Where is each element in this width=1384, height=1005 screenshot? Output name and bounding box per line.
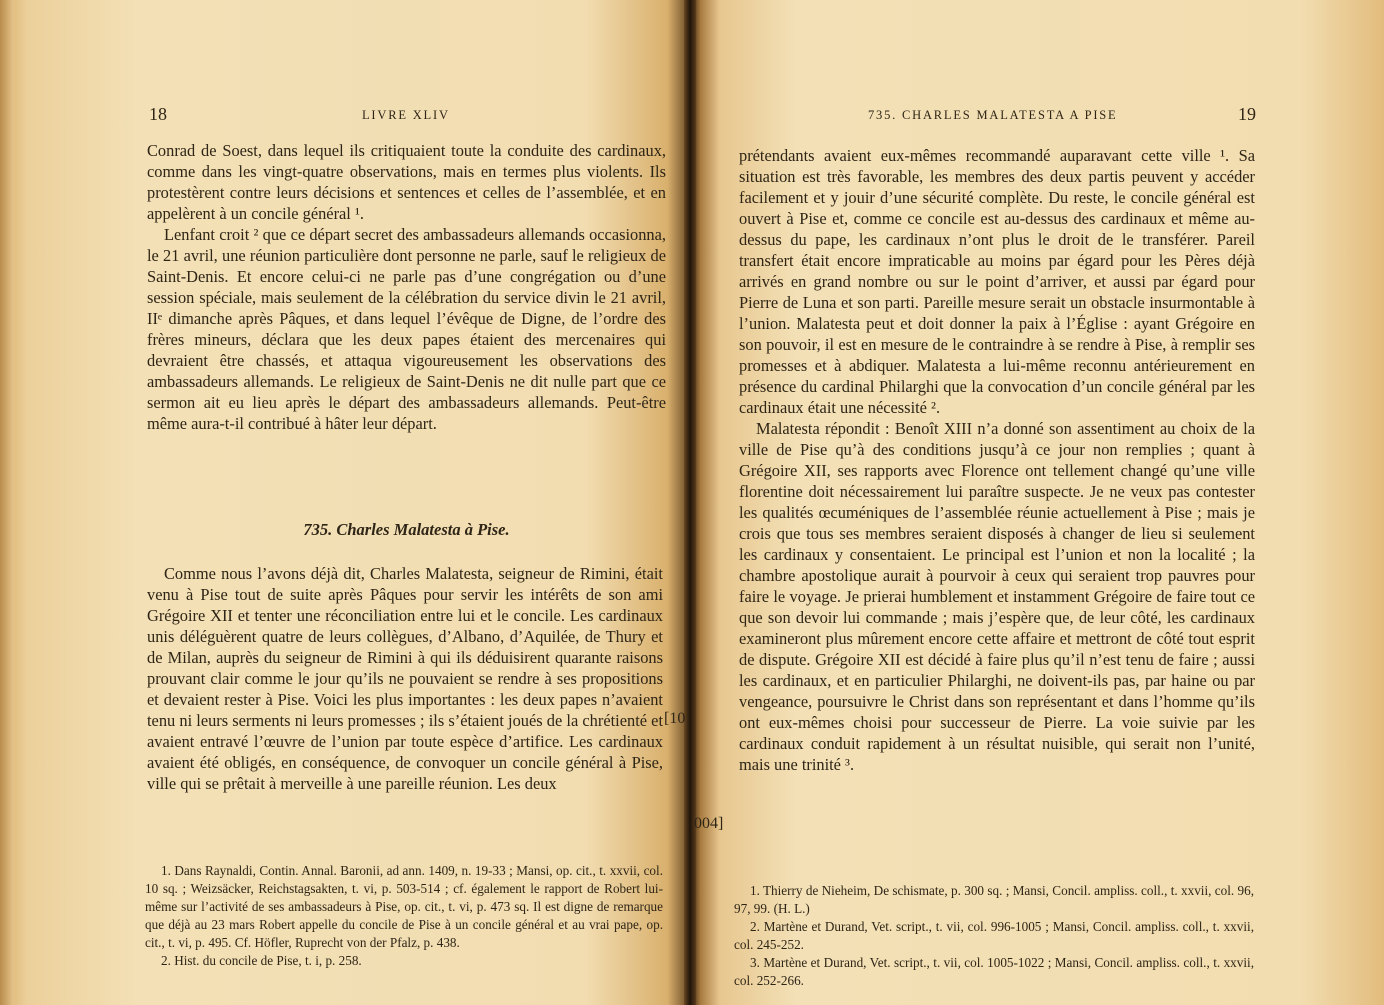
- right-body: [739, 145, 1255, 775]
- right-page-number: 19: [1238, 104, 1256, 124]
- left-body-bottom: [147, 563, 663, 794]
- left-body-top: [147, 140, 666, 434]
- left-footnotes: [145, 862, 663, 970]
- footnote: 1. Dans Raynaldi, Contin. Annal. Baronii, ad ann. 1409, n. 19-33 ; Mansi, op. cit., t. xxvii, col. 10 sq. ; Weizsäcker, Reichstagsakten, t. vi, p. 503-514 ; cf. également le rapport de Robert lui-même sur l’activité de ses ambassadeurs à Pise, op. cit., t. vi, p. 473 sq. Il est digne de remarque que déjà au 23 mars Robert appelle du concile de Pise à un concile général et au vrai pape, op. cit., t. vi, p. 495. Cf. Höfler, Ruprecht von der Pfalz, p. 438.: [145, 863, 663, 950]
- section-title: 735. Charles Malatesta à Pise.: [303, 520, 510, 539]
- footnote: 3. Martène et Durand, Vet. script., t. vii, col. 1005-1022 ; Mansi, Concil. ampliss. coll., t. xxvii, col. 252-266.: [734, 955, 1254, 988]
- paragraph: Lenfant croit ² que ce départ secret des ambassadeurs allemands occasionna, le 21 avril, une réunion particulière dont personne ne parle, sauf le religieux de Saint-Denis. Et encore celui-ci ne parle pas d’une congrégation ou d’une session spéciale, mais seulement de la célébration du service divin le 21 avril, IIᵉ dimanche après Pâques, et dans lequel l’évêque de Digne, de l’ordre des frères mineurs, déclara que les deux papes étaient des mercenaires qui devraient être chassés, et attaqua vigoureusement les observations des ambassadeurs allemands. Le religieux de Saint-Denis ne dit nulle part que ce sermon ait eu lieu après le départ des ambassadeurs allemands. Peut-être même aura-t-il contribué à hâter leur départ.: [147, 225, 666, 433]
- paragraph: Comme nous l’avons déjà dit, Charles Malatesta, seigneur de Rimini, était venu à Pise tout de suite après Pâques pour servir les intérêts de son ami Grégoire XII et tenter une réconciliation entre lui et le concile. Les cardinaux unis déléguèrent quatre de leurs collègues, d’Albano, d’Aquilée, de Thury et de Milan, auprès du seigneur de Rimini à qui ils déduisirent quarante raisons prouvant clair comme le jour qu’ils ne pouvaient se rendre à ses propositions et devaient rester à Pise. Voici les plus importantes : les deux papes n’avaient tenu ni leurs serments ni leurs promesses ; ils s’étaient joués de la chrétienté et avaient entravé l’œuvre de l’union par toute espèce d’artifice. Les cardinaux avaient été obligés, en conséquence, de convoquer un concile général à Pise, ville qui se prêtait à merveille à une pareille réunion. Les deux: [147, 564, 663, 793]
- book-gutter: [684, 0, 696, 1005]
- page-edge: [0, 0, 14, 1005]
- left-running-head: LIVRE XLIV: [362, 108, 450, 122]
- margin-reference: [10: [664, 710, 686, 727]
- right-footnotes: [734, 882, 1254, 990]
- paragraph: Malatesta répondit : Benoît XIII n’a donné son assentiment au choix de la ville de Pise qu’à des conditions jusqu’à ce jour non remplies ; quant à Grégoire XII, ses rapports avec Florence ont tellement changé qu’une ville florentine doit nécessairement lui paraître suspecte. Je ne veux pas contester les qualités œcuméniques de l’assemblée réunie actuellement à Pise ; mais je crois que tous ses membres seraient disposés à changer de lieu si seulement les cardinaux y consentaient. Le principal est l’union et non la localité ; la chambre apostolique aurait à pourvoir à ceux qui seraient trop pauvres pour faire le voyage. Je prierai humblement et instamment Grégoire de faire tout ce que son devoir lui commande ; mais j’espère que, de leur côté, les cardinaux examineront plus mûrement encore cette affaire et mettront de côté tout esprit de dispute. Grégoire XII est décidé à faire plus qu’il n’est tenu de faire ; aussi les cardinaux, et en particulier Philarghi, ne doivent-ils pas, par haine ou par vengeance, poursuivre le Christ dans son représentant et dans l’homme qu’ils ont eux-mêmes choisi pour successeur de Pierre. La voie suivie par les cardinaux conduit rapidement à un résultat nuisible, qui serait non l’unité, mais une trinité ³.: [739, 419, 1255, 774]
- paragraph: Conrad de Soest, dans lequel ils critiquaient toute la conduite des cardinaux, comme dans les vingt-quatre observations, mais en termes plus violents. Ils protestèrent contre leurs décisions et sentences et celles de l’assemblée, et en appelèrent à un concile général ¹.: [147, 141, 666, 223]
- footnote: 1. Thierry de Nieheim, De schismate, p. 300 sq. ; Mansi, Concil. ampliss. coll., t. xxvii, col. 96, 97, 99. (H. L.): [734, 883, 1254, 916]
- footnote: 2. Hist. du concile de Pise, t. i, p. 258.: [161, 953, 362, 968]
- margin-reference: 004]: [694, 815, 724, 832]
- right-running-head: 735. CHARLES MALATESTA A PISE: [868, 108, 1118, 122]
- paragraph: prétendants avaient eux-mêmes recommandé auparavant cette ville ¹. Sa situation est très favorable, les membres des deux partis peuvent y accéder facilement et y jouir d’une sécurité complète. Du reste, le concile général est ouvert à Pise et, comme ce concile est au-dessus des cardinaux et même au-dessus du pape, les cardinaux n’ont plus le droit de le transférer. Pareil transfert était encore impraticable au moins par égard pour les Pères déjà arrivés en grand nombre ou sur le point d’arriver, et aussi par égard pour Pierre de Luna et son parti. Pareille mesure serait un obstacle insurmontable à l’union. Malatesta peut et doit donner la paix à l’Église : ayant Grégoire en son pouvoir, il est en mesure de le contraindre à se rendre à Pise, à remplir ses promesses et à abdiquer. Malatesta a lui-même reconnu antérieurement en présence du cardinal Philarghi que la convocation d’un concile général par les cardinaux était une nécessité ².: [739, 146, 1255, 417]
- footnote: 2. Martène et Durand, Vet. script., t. vii, col. 996-1005 ; Mansi, Concil. ampliss. coll., t. xxvii, col. 245-252.: [734, 919, 1254, 952]
- left-page-number: 18: [149, 104, 167, 124]
